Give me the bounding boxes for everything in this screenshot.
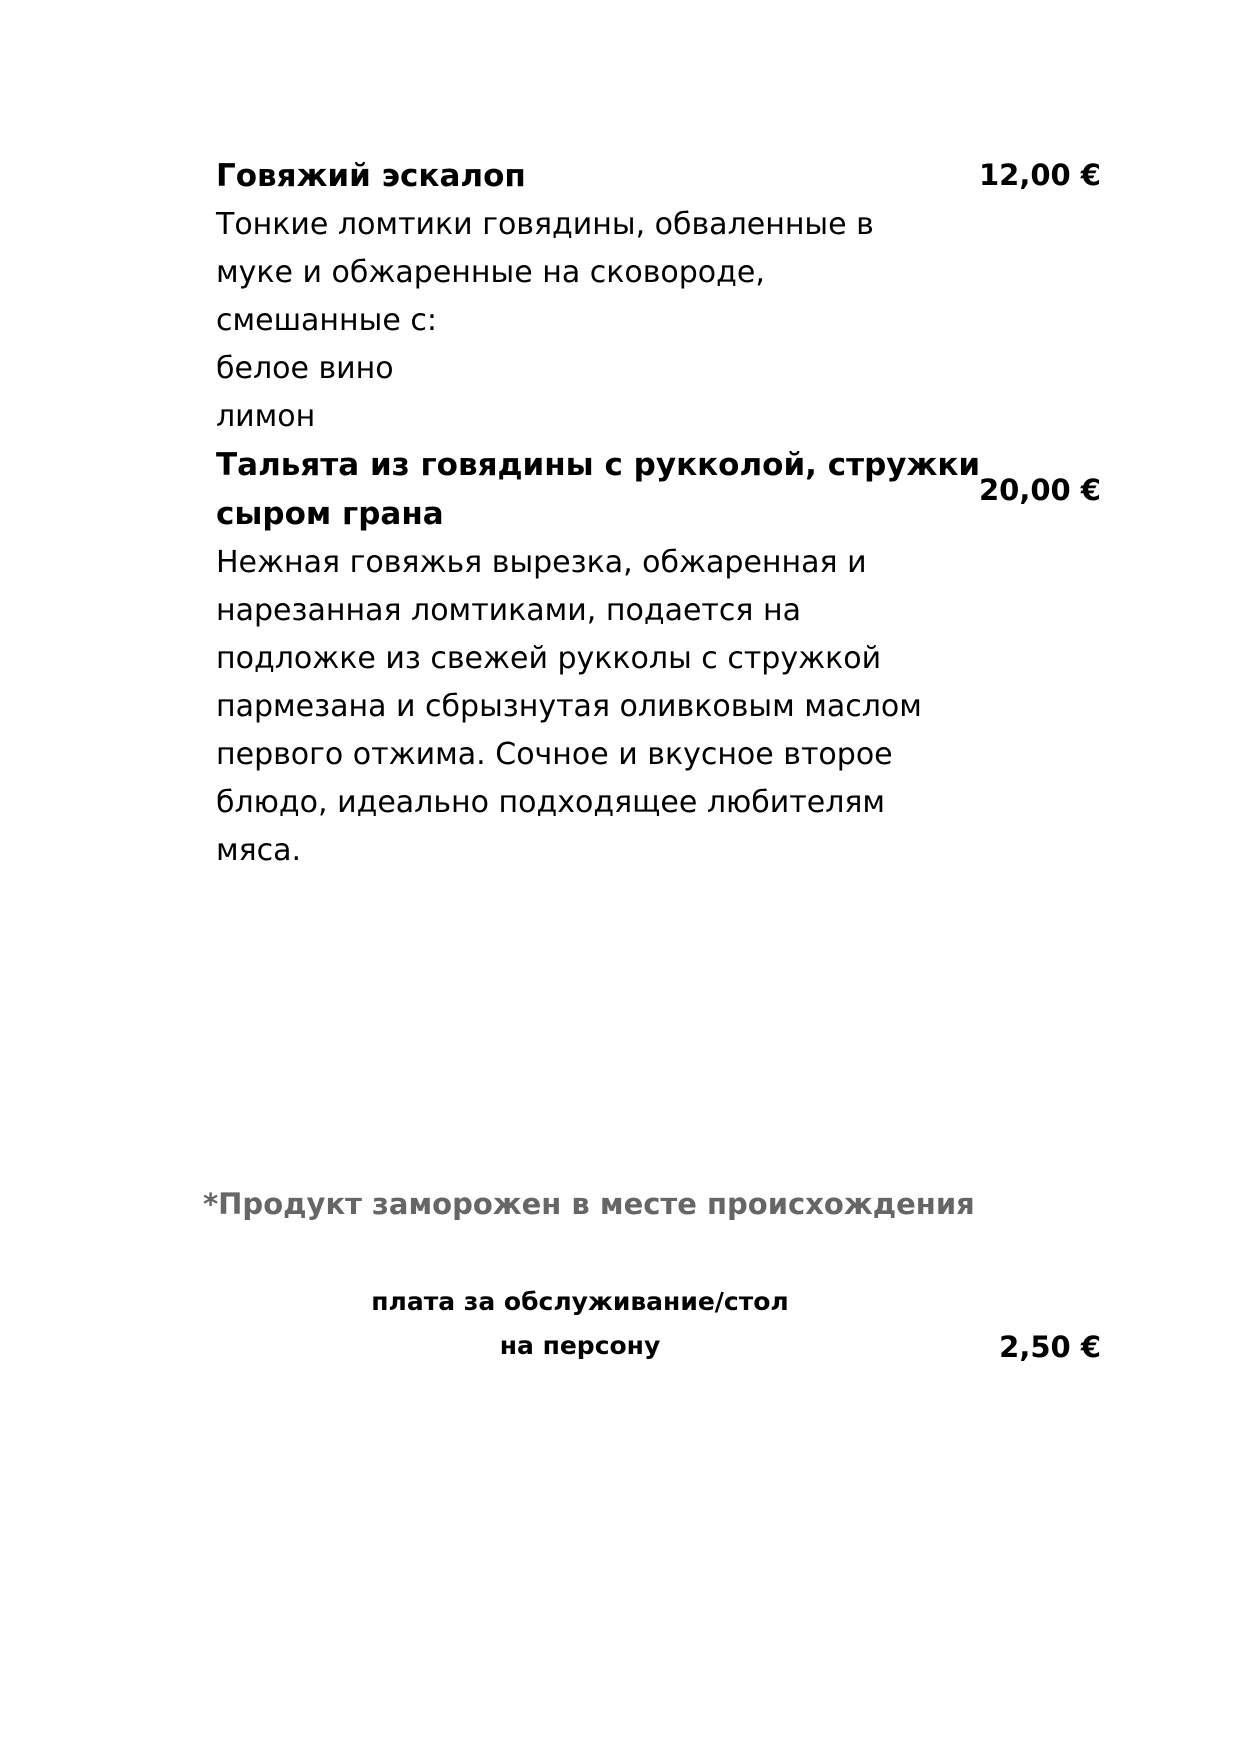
description-line: Нежная говяжья вырезка, обжаренная и [216, 545, 867, 580]
menu-item-tagliata [216, 441, 981, 875]
description-line: блюдо, идеально подходящее любителям [216, 785, 886, 820]
frozen-product-note: *Продукт заморожен в месте происхождения [203, 1187, 975, 1221]
description-line: первого отжима. Сочное и вкусное второе [216, 737, 893, 772]
dish-price: 20,00 € [978, 473, 1101, 507]
dish-name-line: Тальята из говядины с рукколой, стружки [216, 447, 981, 483]
dish-description [216, 201, 956, 441]
dish-name [216, 441, 981, 539]
service-charge-line: плата за обслуживание/стол [371, 1287, 789, 1316]
description-line: подложке из свежей рукколы с стружкой [216, 641, 882, 676]
description-line: белое вино [216, 351, 394, 386]
service-charge-line: на персону [499, 1331, 661, 1360]
service-charge-label [300, 1280, 860, 1368]
menu-item-beef-escalope [216, 152, 956, 441]
dish-description [216, 539, 956, 875]
description-line: нарезанная ломтиками, подается на [216, 593, 801, 628]
dish-price: 12,00 € [978, 158, 1101, 192]
description-line: Тонкие ломтики говядины, обваленные в [216, 207, 874, 242]
dish-name: Говяжий эскалоп [216, 158, 526, 194]
dish-name-line: сыром грана [216, 496, 444, 532]
description-line: смешанные с: [216, 303, 437, 338]
description-line: лимон [216, 399, 316, 434]
description-line: муке и обжаренные на сковороде, [216, 255, 765, 290]
service-charge-price: 2,50 € [999, 1330, 1101, 1364]
description-line: пармезана и сбрызнутая оливковым маслом [216, 689, 922, 724]
description-line: мяса. [216, 833, 302, 868]
